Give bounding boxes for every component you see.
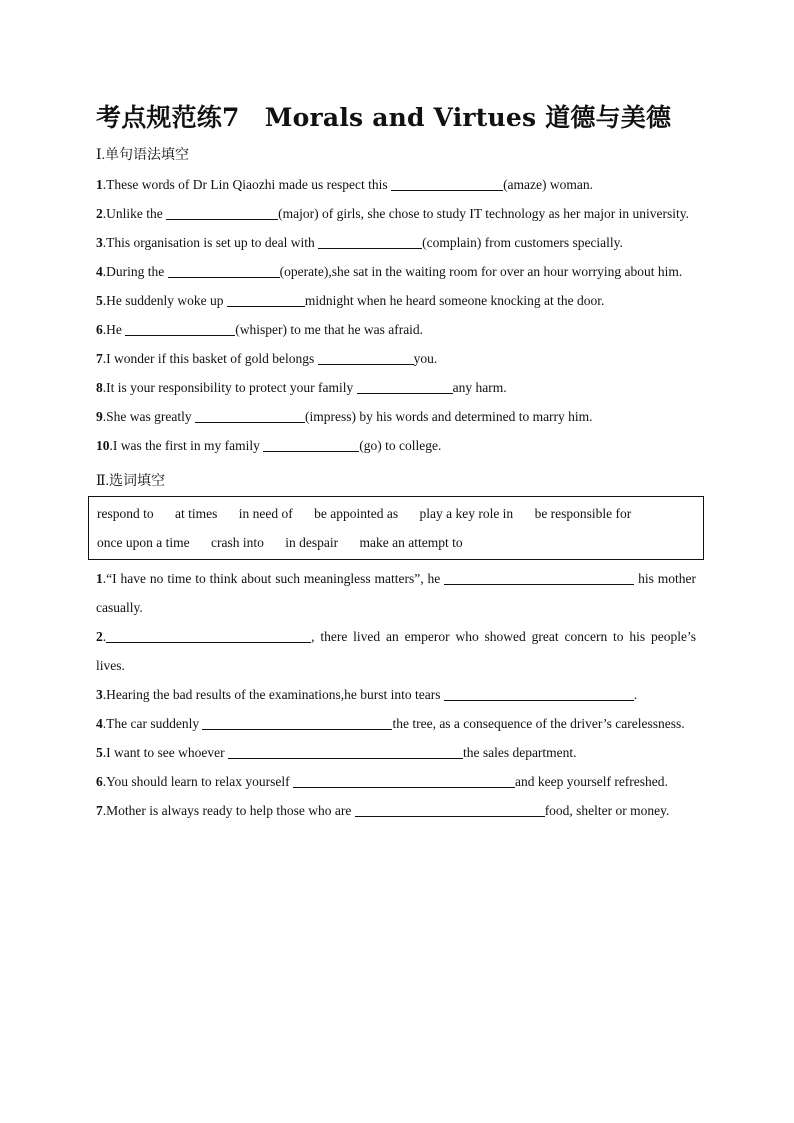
answer-blank[interactable] [125,321,235,336]
item-text: (impress) by his words and determined to marry him. [304,409,593,424]
answer-blank[interactable] [444,570,634,585]
answer-blank[interactable] [166,205,278,220]
item-number: 3 [96,687,103,702]
grammar-item [96,257,696,286]
worksheet-page [96,98,696,825]
item-number: 6 [96,322,103,337]
word-bank-phrase: play a key role in [419,506,514,521]
item-text: .The car suddenly [102,716,203,731]
item-number: 4 [96,716,103,731]
grammar-item [96,373,696,402]
word-bank-row [97,528,695,557]
word-bank-row [97,499,695,528]
item-text: .It is your responsibility to protect your family [102,380,357,395]
word-choice-item [96,796,696,825]
item-text: (amaze) woman. [503,177,594,192]
word-bank-phrase: in need of [238,506,293,521]
answer-blank[interactable] [318,350,414,365]
grammar-item [96,228,696,257]
answer-blank[interactable] [168,263,280,278]
answer-blank[interactable] [106,628,311,643]
item-number: 5 [96,293,103,308]
answer-blank[interactable] [355,802,545,817]
item-text: .These words of Dr Lin Qiaozhi made us respect this [102,177,392,192]
item-text: .She was greatly [102,409,195,424]
item-text: and keep yourself refreshed. [514,774,668,789]
item-text: .“I have no time to think about such meaningless matters”, he [102,571,445,586]
item-number: 2 [96,629,103,644]
grammar-fill-list [96,170,696,460]
word-bank-phrase: at times [175,506,218,521]
item-text: .Hearing the bad results of the examinations,he burst into tears [102,687,444,702]
word-bank-phrase: crash into [210,535,264,550]
word-choice-item [96,622,696,680]
item-text: .I wonder if this basket of gold belongs [102,351,318,366]
item-text: .He [102,322,126,337]
word-bank-phrase: make an attempt to [359,535,463,550]
word-choice-item [96,709,696,738]
item-text: .Unlike the [102,206,167,221]
item-number: 7 [96,351,103,366]
word-choice-item [96,564,696,622]
word-bank-phrase: respond to [97,506,154,521]
word-choice-item [96,680,696,709]
word-bank [88,496,704,560]
item-text: .This organisation is set up to deal with [102,235,319,250]
item-text: .I was the first in my family [109,438,264,453]
answer-blank[interactable] [391,176,503,191]
word-choice-list [96,564,696,825]
answer-blank[interactable] [263,437,359,452]
section-heading-grammar: Ⅰ.单句语法填空 [96,148,190,163]
item-text: his mother casually. [96,571,696,615]
answer-blank[interactable] [293,773,515,788]
item-number: 6 [96,774,103,789]
answer-blank[interactable] [318,234,422,249]
grammar-item [96,315,696,344]
grammar-item [96,199,696,228]
item-text: .I want to see whoever [102,745,228,760]
item-text: .He suddenly woke up [102,293,227,308]
item-number: 1 [96,177,103,192]
item-text: .Mother is always ready to help those who are [102,803,355,818]
page-title: 考点规范练7 Morals and Virtues 道德与美德 [96,103,672,132]
item-text: you. [413,351,438,366]
item-text: . [633,687,638,702]
answer-blank[interactable] [444,686,634,701]
grammar-item [96,344,696,373]
answer-blank[interactable] [228,744,463,759]
word-bank-phrase: be appointed as [314,506,399,521]
word-choice-item [96,738,696,767]
item-text: (go) to college. [359,438,442,453]
word-bank-phrase: in despair [285,535,339,550]
item-number: 3 [96,235,103,250]
item-text: food, shelter or money. [544,803,670,818]
word-choice-item [96,767,696,796]
item-text: . [102,629,107,644]
answer-blank[interactable] [202,715,392,730]
item-number: 1 [96,571,103,586]
answer-blank[interactable] [357,379,453,394]
item-text: .During the [102,264,168,279]
grammar-item [96,402,696,431]
item-text: (whisper) to me that he was afraid. [235,322,424,337]
item-number: 4 [96,264,103,279]
answer-blank[interactable] [227,292,305,307]
item-text: .You should learn to relax yourself [102,774,293,789]
item-text: any harm. [452,380,507,395]
item-number: 7 [96,803,103,818]
item-text: (complain) from customers specially. [422,235,623,250]
item-text: (major) of girls, she chose to study IT technology as her major in university. [278,206,690,221]
item-number: 5 [96,745,103,760]
item-text: midnight when he heard someone knocking at the door. [304,293,605,308]
answer-blank[interactable] [195,408,305,423]
item-text: the sales department. [462,745,577,760]
word-bank-phrase: be responsible for [534,506,632,521]
item-number: 9 [96,409,103,424]
item-number: 8 [96,380,103,395]
item-number: 10 [96,438,110,453]
item-number: 2 [96,206,103,221]
item-text: (operate),she sat in the waiting room for over an hour worrying about him. [279,264,683,279]
grammar-item [96,431,696,460]
grammar-item [96,170,696,199]
item-text: , there lived an emperor who showed great concern to his people’s lives. [96,629,696,673]
grammar-item [96,286,696,315]
item-text: the tree, as a consequence of the driver’s carelessness. [392,716,685,731]
word-bank-phrase: once upon a time [97,535,190,550]
section-heading-word-choice: Ⅱ.选词填空 [96,474,166,489]
